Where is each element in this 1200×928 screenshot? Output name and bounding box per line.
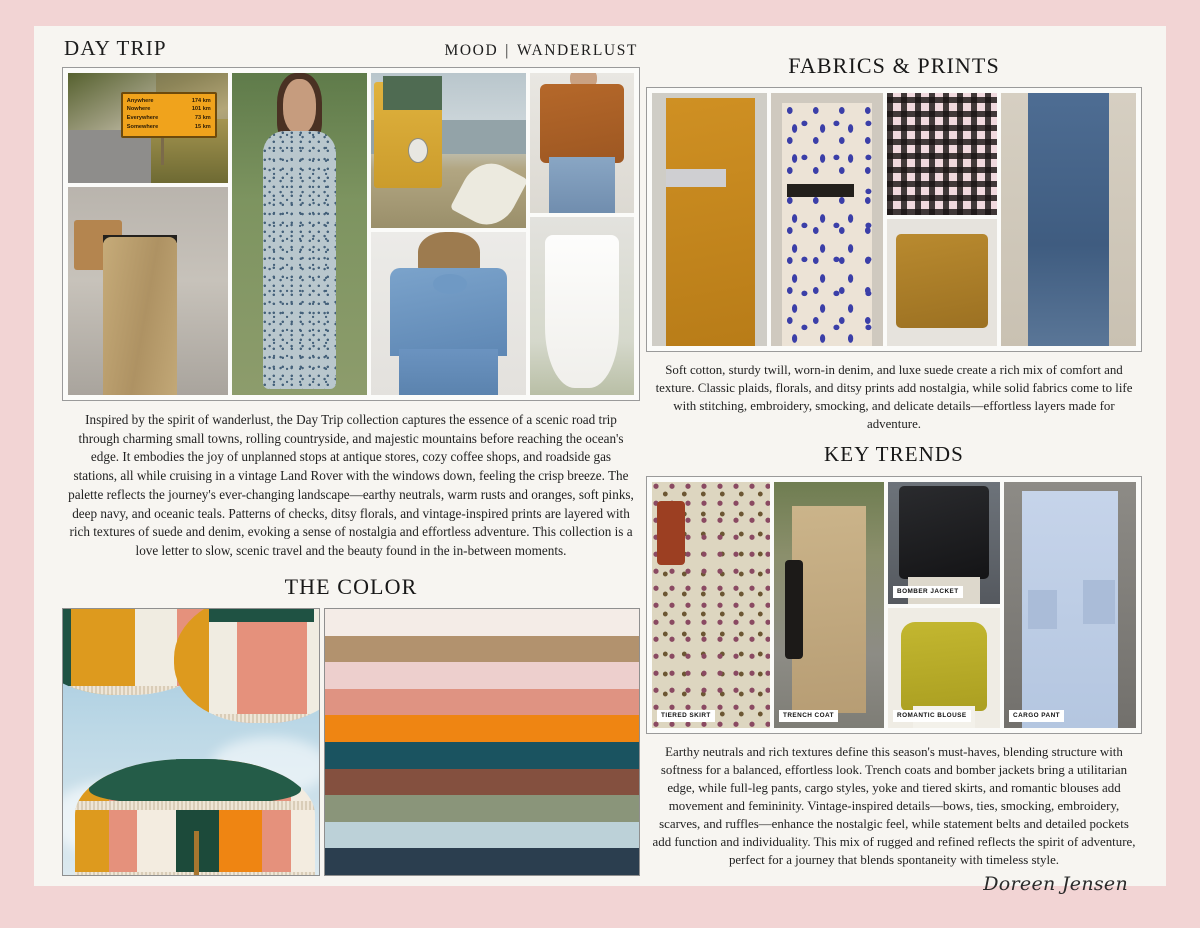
sign-distance: 174 km [191, 97, 211, 104]
sign-distance: 15 km [194, 123, 211, 130]
color-palette [324, 608, 640, 876]
mood-label: MOOD [444, 42, 499, 59]
trench-coat-photo [774, 482, 884, 728]
trend-label-trench-coat: TRENCH COAT [779, 710, 838, 721]
sign-distance: 101 km [191, 106, 211, 113]
sign-place: Nowhere [126, 106, 151, 113]
trend-label-bomber-jacket: BOMBER JACKET [893, 586, 963, 597]
swatch-marigold-orange [325, 715, 639, 742]
swatch-deep-teal [325, 742, 639, 769]
mood-label-group [444, 42, 638, 60]
right-column [646, 54, 1142, 895]
sign-distance: 73 km [194, 115, 211, 121]
key-trends-description: Earthy neutrals and rich textures define this season's must-haves, blending structure with softness for a balanced, effortless look. Trench coats and bomber jackets bring a utilitarian edge, while full-leg pants, cargo styles, yoke and tiered skirts, and romantic blouses add movement and femininity. Vintage-inspired details—bows, ties, smocking, embroidery, scarves, and ruffles—enhance the nostalgic feel, while statement belts and detailed pockets add function and individuality. This mix of rugged and refined reflects the spirit of adventure, perfect for a journey that blends spontaneity with timeless style. [652, 744, 1136, 867]
board-header [62, 36, 640, 67]
gingham-plaid-skirt-photo [887, 93, 997, 215]
designer-signature: Doreen Jensen [983, 872, 1128, 895]
land-rover-beach-photo [371, 73, 526, 228]
sign-place: Somewhere [126, 123, 159, 130]
swatch-deep-navy [325, 848, 639, 875]
fabrics-title: FABRICS & PRINTS [788, 53, 1000, 78]
white-tiered-skirt-photo [530, 217, 634, 395]
key-trends-image-grid [646, 476, 1142, 734]
swatch-cream [325, 609, 639, 636]
left-column [62, 36, 640, 876]
swatch-blush-pink [325, 662, 639, 689]
floral-slip-dress-photo [232, 73, 367, 395]
ochre-twill-coat-photo [652, 93, 767, 346]
suede-jacket-photo [530, 73, 634, 213]
mood-value: WANDERLUST [516, 42, 638, 59]
romantic-blouse-photo [888, 608, 1000, 728]
bomber-jacket-photo [888, 482, 1000, 604]
tiered-skirt-photo [652, 482, 770, 728]
mood-separator: | [505, 42, 510, 59]
the-color-title: THE COLOR [284, 573, 418, 599]
trend-label-romantic-blouse: ROMANTIC BLOUSE [893, 710, 971, 721]
fringed-beach-umbrellas-photo [62, 608, 320, 876]
fabrics-description: Soft cotton, sturdy twill, worn-in denim, and luxe suede create a rich mix of comfort and texture. Classic plaids, florals, and ditsy prints add nostalgia, while solid fabrics come to life with stitching, embroidery, smocking, and delicate details—effortless layers made for adventure. [655, 363, 1133, 432]
mood-board-page [34, 26, 1166, 895]
day-trip-image-grid [62, 67, 640, 401]
blue-floral-print-dress-photo [771, 93, 883, 346]
swatch-coral-rose [325, 689, 639, 716]
swatch-sage-green [325, 795, 639, 822]
worn-in-denim-jeans-photo [1001, 93, 1136, 346]
day-trip-description: Inspired by the spirit of wanderlust, the Day Trip collection captures the essence of a scenic road trip through charming small towns, rolling countryside, and majestic mountains before reaching the ocean's edge. It embodies the joy of unplanned stops at antique stores, cozy coffee shops, and roadside gas stations, all while cruising in a vintage Land Rover with the windows down, feeling the crisp breeze. The palette reflects the journey's ever-changing landscape—earthy neutrals, warm rusts and oranges, soft pinks, deep navy, and oceanic teals. Patterns of checks, ditsy florals, and vintage-inspired prints are layered with rich textures of suede and denim, evoking a sense of nostalgia and effortless adventure. This collection is a love letter to slow, scenic travel and the beauty found in the in-between moments. [68, 412, 634, 559]
trend-label-cargo-pant: CARGO PANT [1009, 710, 1064, 721]
swatch-camel [325, 636, 639, 663]
key-trends-title: KEY TRENDS [824, 442, 964, 467]
trend-label-tiered-skirt: TIERED SKIRT [657, 710, 715, 721]
road-sign-board [121, 92, 217, 138]
road-sign-photo [68, 73, 228, 183]
fabrics-image-grid [646, 87, 1142, 352]
page-title: DAY TRIP [64, 36, 167, 60]
color-section [62, 608, 640, 876]
umbrella-top-right [174, 608, 320, 723]
suede-shirt-jacket-photo [887, 219, 997, 346]
swatch-rust-brown [325, 769, 639, 796]
denim-bow-blouse-photo [371, 232, 526, 395]
khaki-trousers-photo [68, 187, 228, 395]
swatch-pale-blue [325, 822, 639, 849]
cargo-pant-photo [1004, 482, 1136, 728]
sign-place: Anywhere [126, 97, 154, 104]
sign-place: Everywhere [126, 115, 159, 121]
